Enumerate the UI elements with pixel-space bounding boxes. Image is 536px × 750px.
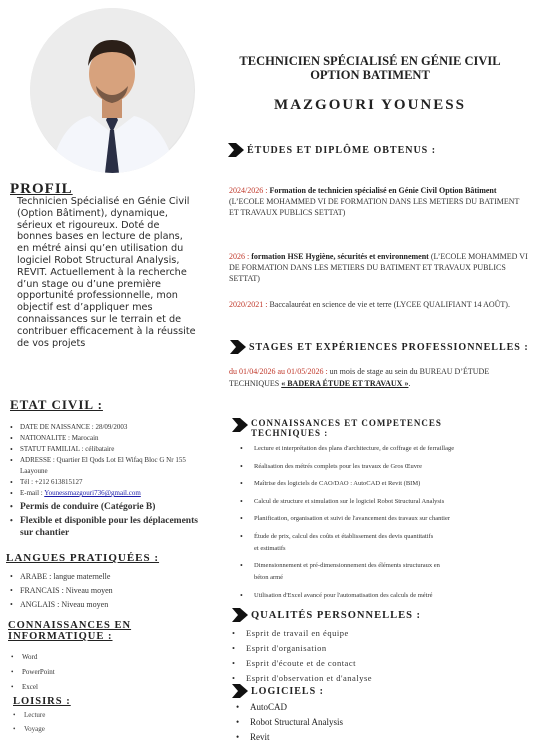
education-school: Baccalauréat en science de vie et terre (LYCEE QUALIFIANT 14 AOÛT). (267, 300, 510, 309)
quality-item: • Esprit de travail en équipe (230, 626, 372, 641)
tool-item: • AutoCAD (234, 700, 343, 715)
qualites-list (230, 626, 372, 686)
language-item: • ARABE : langue maternelle (8, 570, 113, 584)
education-school: (L’ECOLE MOHAMMED VI DE FORMATION DANS LES METIERS DU BATIMENT ET TRAVAUX PUBLICS SETTAT) (229, 197, 520, 217)
driving-license: • Permis de conduire (Catégorie B) (8, 501, 198, 513)
tool-item: • Robot Structural Analysis (234, 715, 343, 730)
stage-dates: du 01/04/2026 au 01/05/2026 : (229, 367, 328, 376)
langues-heading: LANGUES PRATIQUÉES : (6, 552, 160, 564)
stage-entry (229, 366, 529, 390)
skill-item: • Dimensionnement et pré-dimensionnement des éléments structuraux en (238, 561, 533, 570)
skill-item: • Étude de prix, calcul des coûts et établissement des devis quantitatifs (238, 532, 533, 541)
etudes-heading (228, 143, 436, 157)
job-title-line2: OPTION BATIMENT (310, 68, 430, 82)
profil-text: Technicien Spécialisé en Génie Civil (Option Bâtiment), dynamique, sérieux et rigoureux. Doté de bonnes bases en lecture de plans, en métré ainsi qu’en utilisation du logiciel Robot Structural Analysis, REVIT. Actuellement à la recherche d’un stage ou d’une première opportunité professionnelle, mon objectif est d’appliquer mes connaissances sur le terrain et de contribuer efficacement à la réussite de vos projets (17, 196, 196, 349)
skill-item-continued: et estimatifs (254, 544, 286, 552)
hobby-item: • Lecture (10, 708, 45, 722)
language-item: • FRANCAIS : Niveau moyen (8, 584, 113, 598)
langues-list (8, 570, 113, 612)
qualites-heading-label: QUALITÉS PERSONNELLES : (251, 609, 422, 621)
email-link[interactable]: Younessmazgouri736@gmail.com (44, 489, 141, 497)
informatique-heading-line1: CONNAISSANCES EN (8, 620, 132, 631)
marital-status: • STATUT FAMILIAL : célibataire (8, 444, 198, 455)
connaissances-heading (232, 418, 442, 438)
email-row (8, 488, 198, 499)
email-label: E-mail : (20, 489, 45, 497)
tool-item: • Revit (234, 730, 343, 745)
informatique-list (8, 650, 55, 695)
education-school: (L’ECOLE MOHAMMED VI DE FORMATION DANS LES METIERS DU BATIMENT ET TRAVAUX PUBLICS SETTAT) (229, 252, 528, 283)
education-date: 2026 : (229, 252, 250, 261)
software-item: • Excel (8, 680, 55, 695)
qualites-heading (232, 608, 421, 622)
stages-heading (230, 340, 529, 354)
quality-item: • Esprit d'organisation (230, 641, 372, 656)
hobby-item: • Voyage (10, 722, 45, 736)
job-title-line1: TECHNICIEN SPÉCIALISÉ EN GÉNIE CIVIL (239, 54, 501, 68)
education-degree: Formation de technicien spécialisé en Génie Civil Option Bâtiment (267, 186, 497, 195)
connaissances-heading-line1: CONNAISSANCES ET COMPETENCES (251, 418, 442, 428)
nationality: • NATIONALITE : Marocain (8, 433, 198, 444)
software-item: • Word (8, 650, 55, 665)
etat-civil-heading: ETAT CIVIL : (10, 397, 103, 412)
quality-item: • Esprit d'observation et d'analyse (230, 671, 372, 686)
education-entry (229, 251, 529, 284)
stage-end: . (408, 379, 411, 388)
skill-item: • Calcul de structure et simulation sur le logiciel Robot Structural Analysis (238, 497, 533, 506)
logiciels-list (234, 700, 343, 745)
arrow-right-icon (232, 684, 248, 698)
job-title (210, 54, 530, 82)
quality-item: • Esprit d'écoute et de contact (230, 656, 372, 671)
birth-date: • DATE DE NAISSANCE : 28/09/2003 (8, 422, 198, 433)
arrow-right-icon (232, 418, 248, 432)
etat-civil-list (8, 422, 198, 539)
stages-heading-label: STAGES ET EXPÉRIENCES PROFESSIONNELLES : (249, 341, 529, 353)
education-entry (229, 185, 529, 218)
education-date: 2020/2021 : (229, 300, 268, 309)
logiciels-heading (232, 684, 324, 698)
address: • ADRESSE : Quartier El Qods Lot El Wifaq Bloc G Nr 155 Laayoune (8, 455, 198, 477)
etudes-heading-label: ÉTUDES ET DIPLÔME OBTENUS : (247, 144, 437, 156)
informatique-heading (8, 620, 148, 642)
profile-photo (30, 8, 195, 173)
education-date: 2024/2026 : (229, 186, 268, 195)
logiciels-heading-label: LOGICIELS : (251, 685, 324, 697)
skill-item: • Lecture et interprétation des plans d'architecture, de coffrage et de ferraillage (238, 444, 533, 453)
skill-item-continued: béton armé (254, 574, 284, 581)
skill-item: • Utilisation d'Excel avancé pour l'automatisation des calculs de métré (238, 591, 533, 600)
connaissances-list (238, 444, 533, 608)
loisirs-heading: LOISIRS : (13, 696, 71, 707)
arrow-right-icon (230, 340, 246, 354)
skill-item: • Réalisation des métrés complets pour les travaux de Gros Œuvre (238, 462, 533, 471)
availability: • Flexible et disponible pour les déplacements sur chantier (8, 515, 198, 539)
arrow-right-icon (228, 143, 244, 157)
connaissances-heading-label (251, 418, 442, 438)
phone: • Tél : +212 613815127 (8, 477, 198, 488)
skill-item: • Maîtrise des logiciels de CAO/DAO : AutoCAD et Revit (BIM) (238, 479, 533, 488)
education-entry (229, 299, 529, 310)
stage-description: un mois de stage au sein du BUREAU D’ÉTUDE TECHNIQUES (229, 367, 490, 388)
loisirs-list (10, 708, 45, 736)
profil-heading: PROFIL (10, 181, 73, 197)
skill-item: • Planification, organisation et suivi de l'avancement des travaux sur chantier (238, 514, 533, 523)
candidate-name: MAZGOURI YOUNESS (274, 97, 466, 113)
arrow-right-icon (232, 608, 248, 622)
informatique-heading-line2: INFORMATIQUE : (8, 631, 113, 642)
portrait-illustration (30, 8, 195, 173)
language-item: • ANGLAIS : Niveau moyen (8, 598, 113, 612)
connaissances-heading-line2: TECHNIQUES : (251, 428, 329, 438)
software-item: • PowerPoint (8, 665, 55, 680)
stage-company: « BADERA ÉTUDE ET TRAVAUX » (281, 379, 409, 388)
education-degree: formation HSE Hygiène, sécurités et environnement (249, 252, 429, 261)
